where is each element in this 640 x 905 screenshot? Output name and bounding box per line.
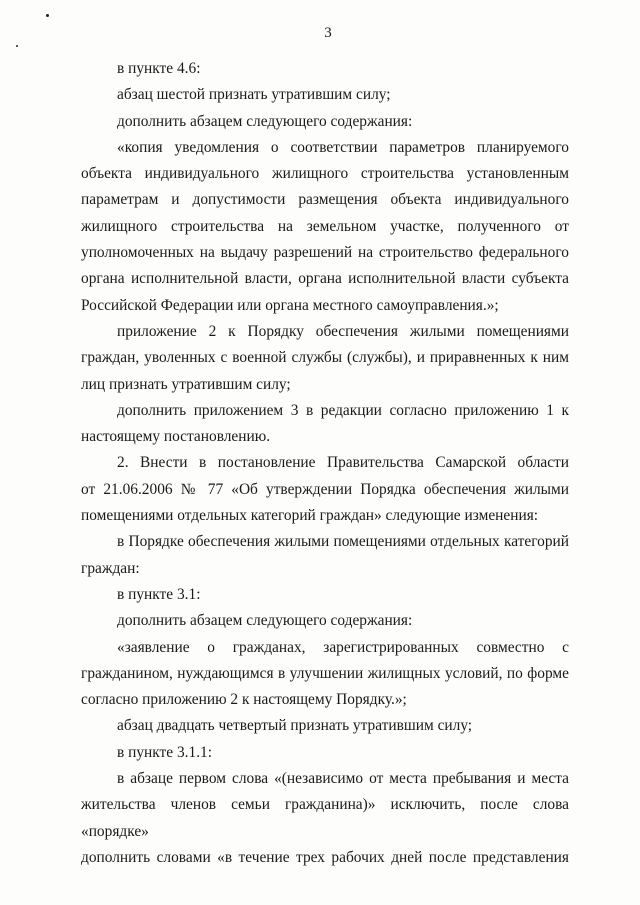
body-line: объекта индивидуального жилищного строительства установленным	[81, 165, 569, 183]
body-line: абзац шестой признать утратившим силу;	[117, 86, 391, 104]
body-line: параметрам и допустимости размещения объекта индивидуального	[81, 191, 569, 209]
body-line: дополнить словами «в течение трех рабочих дней после представления	[81, 848, 569, 866]
body-line: 2. Внести в постановление Правительства Самарской области	[117, 454, 569, 472]
scan-speck	[16, 45, 18, 47]
body-line: Российской Федерации или органа местного самоуправления.»;	[81, 296, 499, 314]
body-line: дополнить абзацем следующего содержания:	[117, 612, 413, 630]
body-line: помещениями отдельных категорий граждан» следующие изменения:	[81, 507, 539, 525]
body-line: «копия уведомления о соответствии параметров планируемого	[117, 138, 569, 156]
body-line: в абзаце первом слова «(независимо от места пребывания и места	[117, 770, 569, 788]
body-line: жительства членов семьи гражданина)» исключить, после слова «порядке»	[81, 796, 569, 840]
body-line: лиц признать утратившим силу;	[81, 375, 291, 393]
body-line: жилищного строительства на земельном участке, полученного от	[81, 217, 569, 235]
body-line: граждан, уволенных с военной службы (службы), и приравненных к ним	[81, 349, 569, 367]
document-body	[81, 56, 569, 871]
body-line: органа исполнительной власти, органа исполнительной власти субъекта	[81, 270, 569, 288]
body-line: дополнить абзацем следующего содержания:	[117, 112, 413, 130]
page-number: 3	[324, 25, 332, 41]
body-line: в пункте 4.6:	[117, 60, 201, 77]
body-line: «заявление о гражданах, зарегистрированных совместно с	[117, 638, 569, 656]
body-line: в пункте 3.1.1:	[117, 743, 213, 761]
scan-speck	[46, 14, 49, 17]
body-line: в пункте 3.1:	[117, 585, 201, 603]
body-line: абзац двадцать четвертый признать утратившим силу;	[117, 717, 473, 735]
body-line: в Порядке обеспечения жилыми помещениями отдельных категорий	[117, 533, 569, 551]
body-line: настоящему постановлению.	[81, 428, 271, 446]
body-line: приложение 2 к Порядку обеспечения жилыми помещениями	[117, 322, 569, 340]
body-line: от 21.06.2006 № 77 «Об утверждении Порядка обеспечения жилыми	[81, 480, 569, 498]
body-line: гражданином, нуждающимся в улучшении жилищных условий, по форме	[81, 664, 569, 682]
body-line: согласно приложению 2 к настоящему Порядку.»;	[81, 691, 407, 709]
body-line: граждан:	[81, 559, 140, 577]
body-line: дополнить приложением 3 в редакции согласно приложению 1 к	[117, 401, 569, 419]
body-line: уполномоченных на выдачу разрешений на строительство федерального	[81, 244, 569, 262]
